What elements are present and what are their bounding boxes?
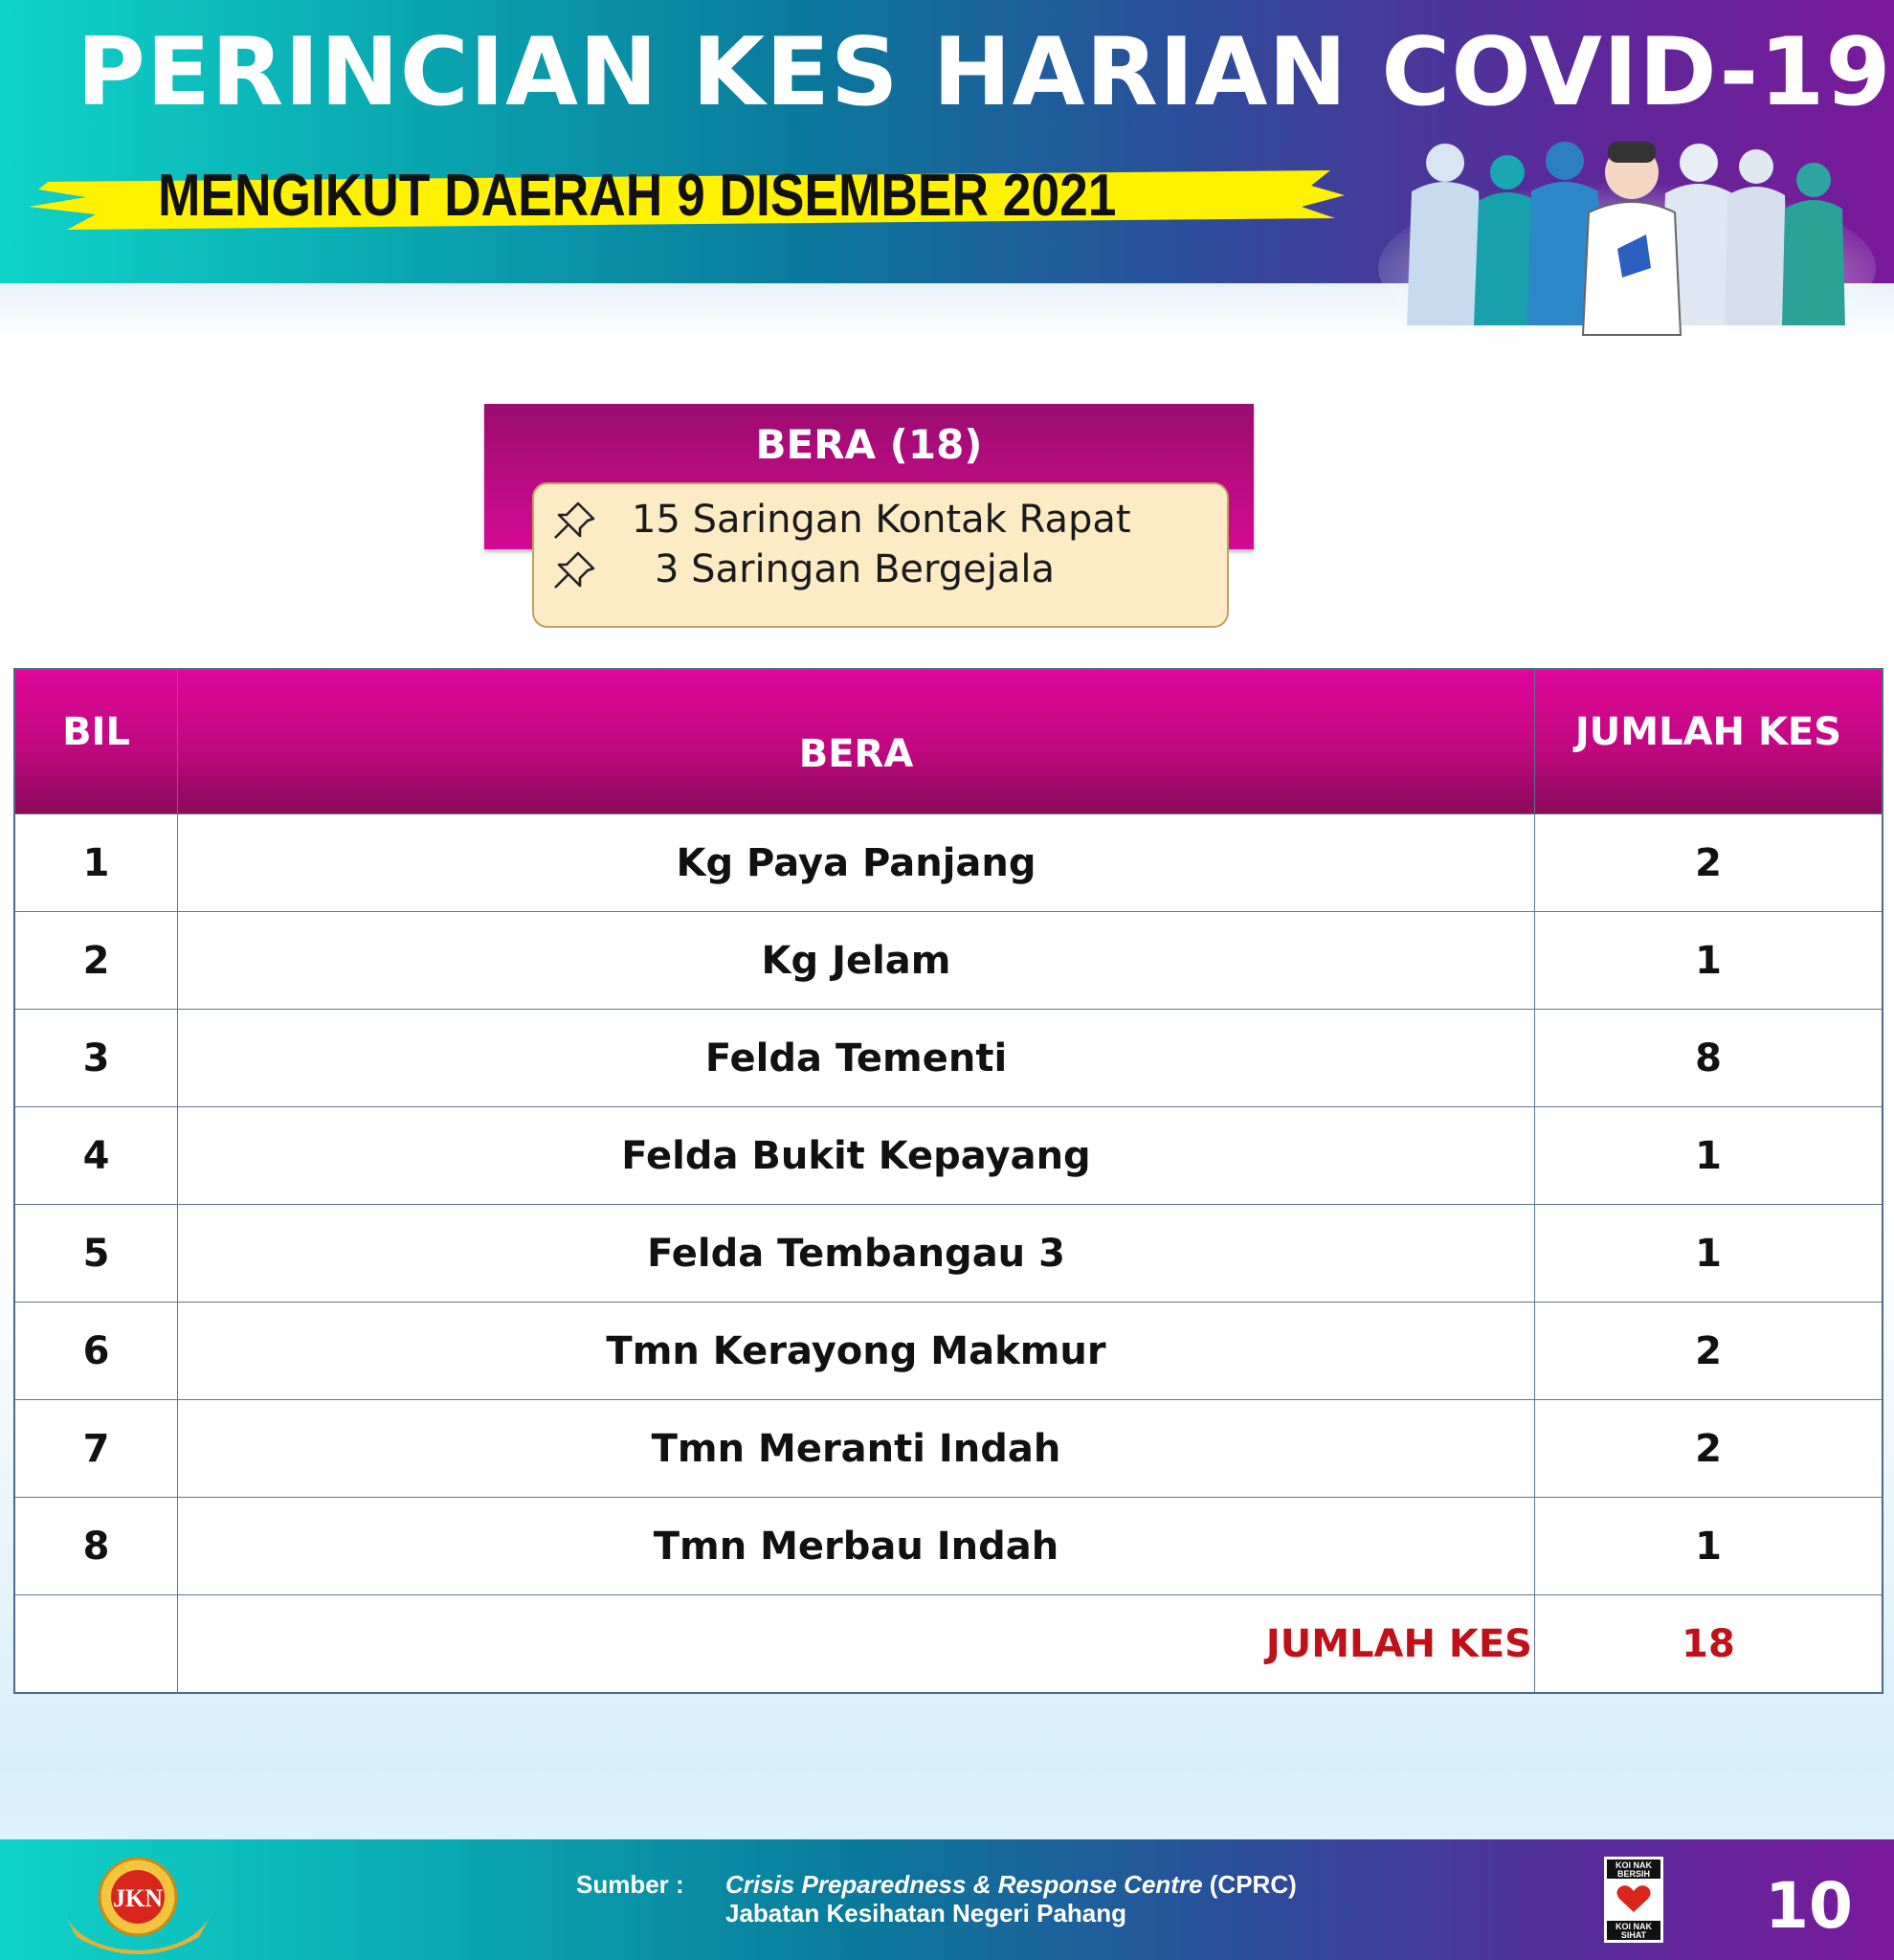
row-location: Tmn Merbau Indah: [178, 1498, 1535, 1594]
table-row: [15, 1302, 1882, 1399]
badge-line: SIHAT: [1620, 1930, 1647, 1940]
row-cases: 2: [1695, 840, 1722, 885]
table-row: [15, 1009, 1882, 1106]
row-number: 3: [15, 1010, 178, 1106]
row-number: 8: [15, 1498, 178, 1594]
total-empty-cell: [15, 1595, 178, 1692]
summary-text: 3 Saringan Bergejala: [655, 547, 1055, 591]
table-row: [15, 1497, 1882, 1594]
row-number: 5: [15, 1205, 178, 1302]
table-row: [15, 1106, 1882, 1204]
table-total-row: [15, 1594, 1882, 1692]
table-row: [15, 813, 1882, 911]
row-cases: 8: [1695, 1036, 1722, 1080]
row-number: 7: [15, 1400, 178, 1497]
page-title: PERINCIAN KES HARIAN COVID-19: [77, 18, 1892, 127]
cases-table: [13, 668, 1883, 1694]
summary-item: [551, 496, 1221, 544]
row-location: Felda Tementi: [178, 1010, 1535, 1106]
source-organization: [725, 1870, 1297, 1899]
row-location: Tmn Meranti Indah: [178, 1400, 1535, 1497]
row-number: 4: [15, 1107, 178, 1204]
table-row: [15, 911, 1882, 1009]
source-department: Jabatan Kesihatan Negeri Pahang: [725, 1899, 1127, 1927]
column-header-cases: JUMLAH KES: [1574, 710, 1842, 754]
medical-staff-illustration: [1378, 124, 1876, 345]
row-number: 6: [15, 1303, 178, 1399]
row-location: Felda Bukit Kepayang: [178, 1107, 1535, 1204]
badge-line: KOI NAK: [1615, 1922, 1652, 1931]
badge-line: KOI NAK: [1615, 1860, 1652, 1870]
source-org-abbr: (CPRC): [1202, 1870, 1297, 1899]
koi-nak-sihat-badge: [1604, 1857, 1663, 1943]
row-number: 1: [15, 814, 178, 911]
row-location: Felda Tembangau 3: [178, 1205, 1535, 1302]
row-number: 2: [15, 912, 178, 1009]
table-header-row: [15, 670, 1882, 813]
row-location: Tmn Kerayong Makmur: [178, 1303, 1535, 1399]
source-label: Sumber :: [576, 1870, 684, 1899]
column-header-bil: BIL: [15, 670, 178, 813]
pushpin-icon: [551, 549, 599, 591]
row-cases: 1: [1695, 1524, 1722, 1569]
district-title: BERA (18): [755, 421, 983, 468]
jkn-logo-text: JKN: [113, 1884, 163, 1912]
row-location: Kg Paya Panjang: [178, 814, 1535, 911]
row-location: Kg Jelam: [178, 912, 1535, 1009]
jkn-logo: [56, 1849, 220, 1956]
badge-line: BERSIH: [1616, 1869, 1651, 1879]
row-cases: 2: [1695, 1426, 1722, 1471]
row-cases: 1: [1695, 938, 1722, 983]
page-number: 10: [1765, 1869, 1853, 1943]
table-row: [15, 1399, 1882, 1497]
row-cases: 1: [1695, 1133, 1722, 1178]
pushpin-icon: [551, 500, 599, 542]
row-cases: 1: [1695, 1231, 1722, 1276]
total-label: JUMLAH KES: [178, 1595, 1535, 1692]
summary-item: [551, 546, 1221, 593]
source-org-name: Crisis Preparedness & Response Centre: [725, 1870, 1203, 1899]
total-value: 18: [1682, 1621, 1735, 1666]
page-subtitle: MENGIKUT DAERAH 9 DISEMBER 2021: [158, 163, 1117, 229]
summary-text: 15 Saringan Kontak Rapat: [632, 498, 1131, 542]
column-header-location: BERA: [178, 670, 1535, 813]
table-row: [15, 1204, 1882, 1302]
row-cases: 2: [1695, 1328, 1722, 1373]
